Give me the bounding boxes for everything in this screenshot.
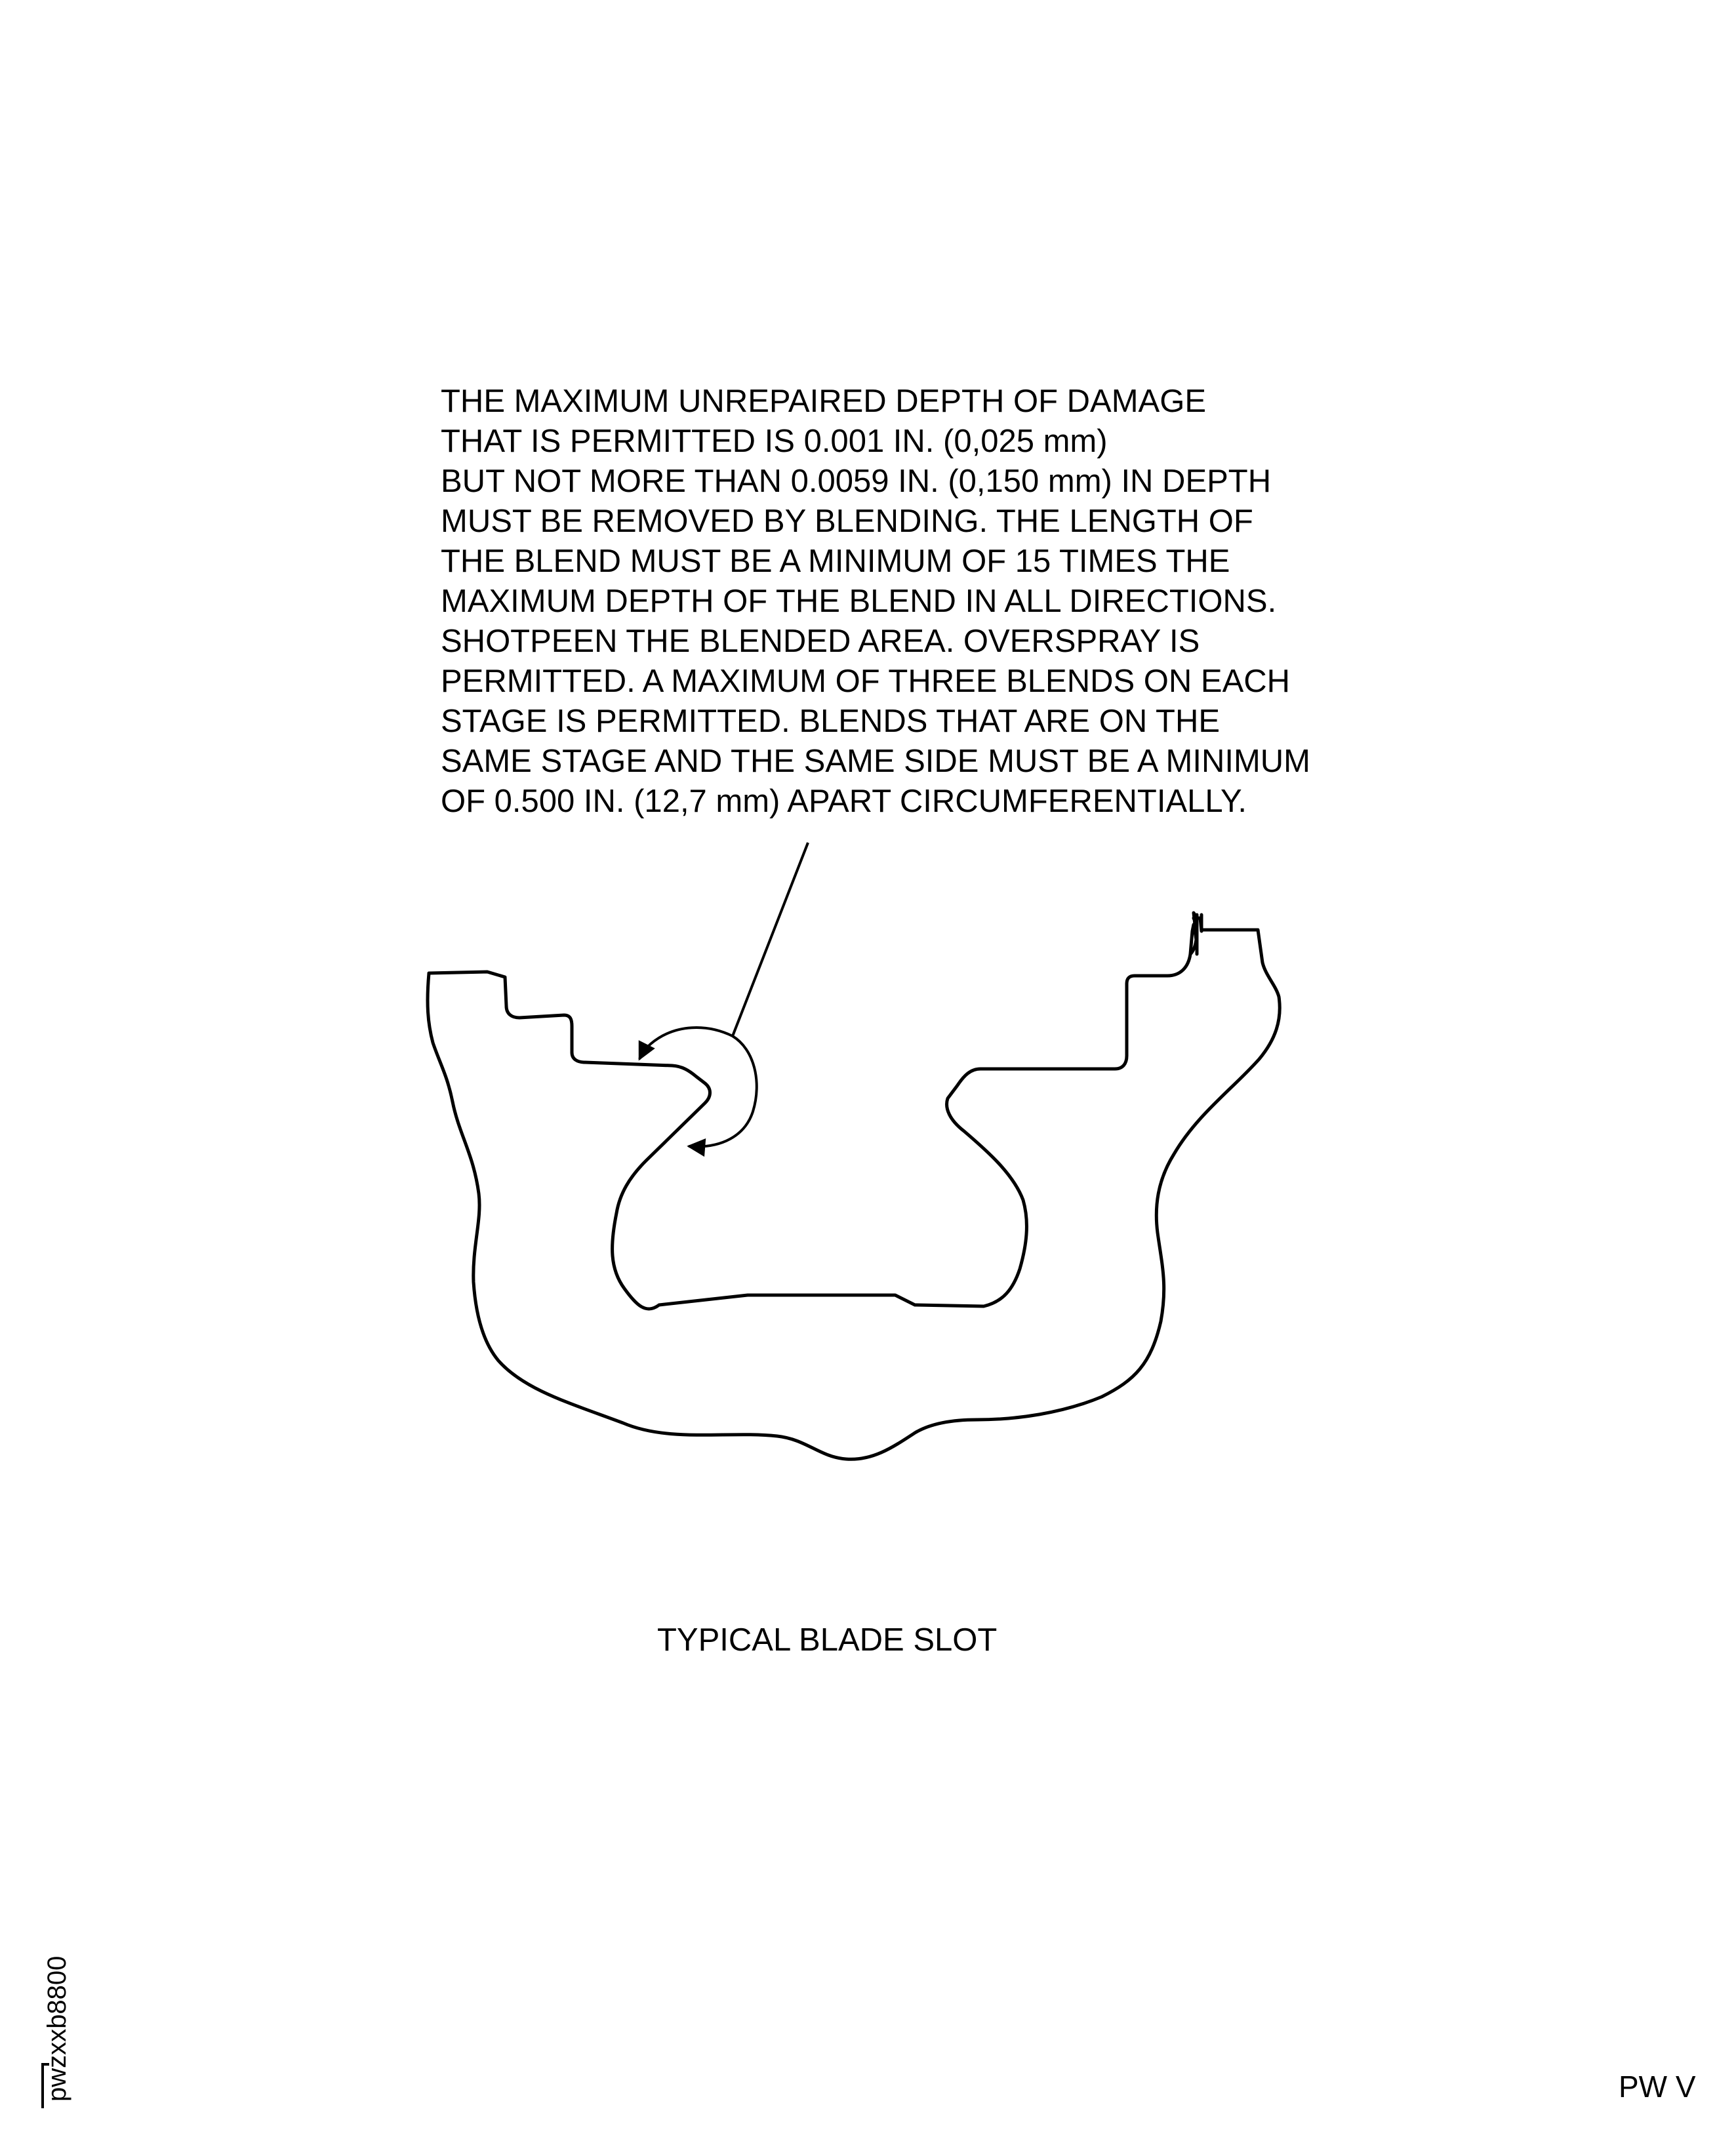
note-line-5: THE BLEND MUST BE A MINIMUM OF 15 TIMES THE (441, 544, 1230, 579)
corner-code: PW V (1619, 2070, 1696, 2104)
note-line-2: THAT IS PERMITTED IS 0.001 IN. (0,025 mm) (441, 424, 1108, 459)
blade-slot-outline (429, 913, 1197, 1309)
note-line-6: MAXIMUM DEPTH OF THE BLEND IN ALL DIRECTIONS. (441, 584, 1277, 619)
note-line-8: PERMITTED. A MAXIMUM OF THREE BLENDS ON EACH (441, 664, 1291, 699)
figure-id-group (43, 1956, 71, 2108)
note-line-3: BUT NOT MORE THAN 0.0059 IN. (0,150 mm) IN DEPTH (441, 464, 1272, 499)
repair-note (441, 384, 1310, 819)
note-line-10: SAME STAGE AND THE SAME SIDE MUST BE A MINIMUM (441, 744, 1310, 779)
right-rim-profile (428, 925, 1280, 1459)
note-line-4: MUST BE REMOVED BY BLENDING. THE LENGTH OF (441, 504, 1253, 539)
blend-area-indicator-lower-arc (689, 1036, 757, 1147)
note-leader-line (733, 843, 808, 1036)
note-line-9: STAGE IS PERMITTED. BLENDS THAT ARE ON THE (441, 704, 1221, 739)
note-line-1: THE MAXIMUM UNREPAIRED DEPTH OF DAMAGE (441, 384, 1207, 419)
blend-area-indicator-upper-arc (639, 1028, 733, 1059)
note-line-7: SHOTPEEN THE BLENDED AREA. OVERSPRAY IS (441, 624, 1200, 659)
note-line-11: OF 0.500 IN. (12,7 mm) APART CIRCUMFERENTIALLY. (441, 784, 1247, 819)
figure-caption: TYPICAL BLADE SLOT (657, 1622, 998, 1658)
figure-id: pwzxxb8800 (43, 1955, 71, 2102)
